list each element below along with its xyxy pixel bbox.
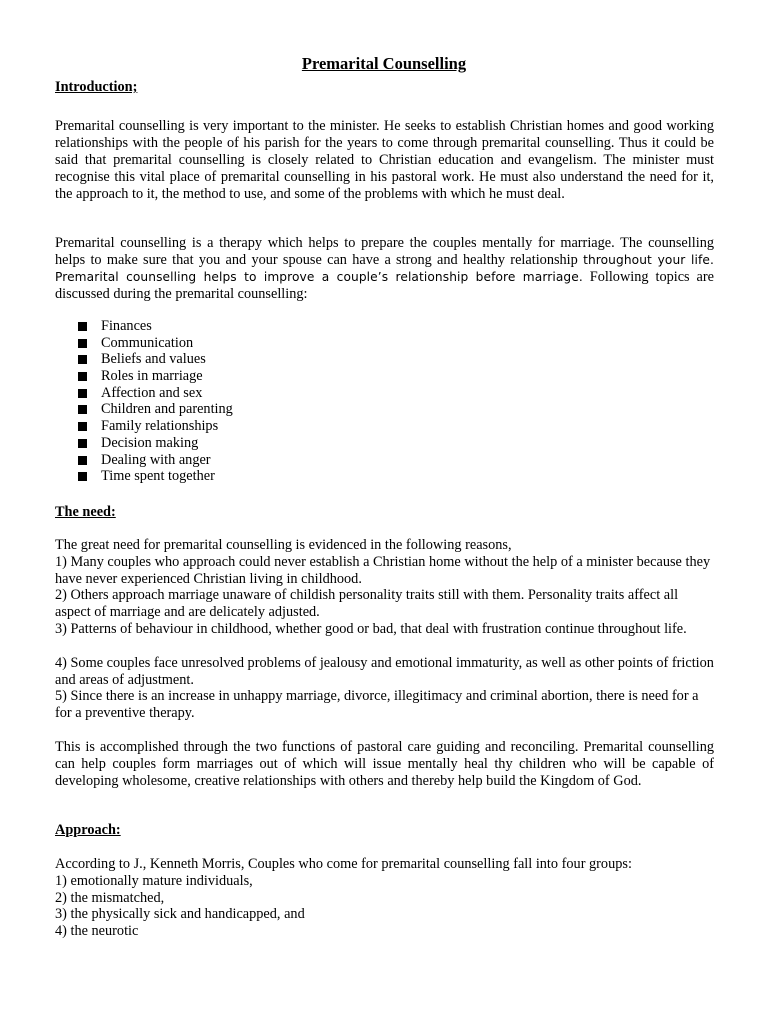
topic-label: Finances	[101, 318, 152, 334]
list-item	[77, 318, 233, 335]
square-bullet-icon	[78, 422, 87, 431]
accomplished-paragraph: This is accomplished through the two functions of pastoral care guiding and reconciling. Premarital counselling can help couples form marriages out of which will issue mentally heal thy children who will be capable of developing wholesome, creative relationships with others and thereby help build the Kingdom of God.	[55, 739, 714, 789]
list-item	[77, 351, 233, 368]
group-2: 2) the mismatched,	[55, 890, 165, 906]
topic-label: Time spent together	[101, 468, 215, 485]
list-item	[77, 418, 233, 435]
list-item	[77, 468, 233, 485]
need-reason-3: 3) Patterns of behaviour in childhood, whether good or bad, that deal with frustration continue throughout life.	[55, 621, 687, 637]
list-item	[77, 335, 233, 352]
page-title: Premarital Counselling	[301, 54, 467, 73]
need-heading: The need:	[55, 504, 116, 520]
need-reason-4: 4) Some couples face unresolved problems of jealousy and emotional immaturity, as well as other points of friction and areas of adjustment.	[55, 655, 714, 688]
square-bullet-icon	[78, 389, 87, 398]
topic-label: Communication	[101, 334, 194, 351]
topic-label: Decision making	[101, 434, 199, 451]
square-bullet-icon	[78, 456, 87, 465]
topic-label: Children and parenting	[101, 401, 233, 418]
group-3: 3) the physically sick and handicapped, and	[55, 906, 305, 922]
square-bullet-icon	[78, 472, 87, 481]
list-item	[77, 385, 233, 402]
need-reason-1: 1) Many couples who approach could never establish a Christian home without the help of a minister because they have never experienced Christian living in childhood.	[55, 554, 711, 587]
therapy-paragraph-part1: Premarital counselling is a therapy which helps to prepare the couples mentally for marriage. The counselling helps to make sure that you and your spouse can have a strong and healthy relationship	[55, 235, 714, 268]
square-bullet-icon	[78, 355, 87, 364]
topic-label: Beliefs and values	[101, 351, 206, 368]
introduction-paragraph: Premarital counselling is very important to the minister. He seeks to establish Christian homes and good working relationships with the people of his parish for the years to come through premarital counselling. Thus it could be said that premarital counselling is closely related to Christian education and evangelism. The minister must recognise this vital place of premarital counselling in his pastoral work. He must also understand the need for it, the approach to it, the method to use, and some of the problems with which he must deal.	[55, 118, 714, 202]
approach-intro: According to J., Kenneth Morris, Couples who come for premarital counselling fall into four groups:	[55, 856, 632, 872]
square-bullet-icon	[78, 339, 87, 348]
therapy-paragraph-part2: throughout your life. Premarital counselling helps to improve a couple’s relationship before marriage.	[55, 253, 714, 284]
approach-heading: Approach:	[55, 822, 121, 838]
therapy-paragraph	[55, 235, 714, 303]
topic-label: Affection and sex	[101, 384, 203, 401]
topics-list	[77, 318, 233, 485]
list-item	[77, 368, 233, 385]
need-intro: The great need for premarital counselling is evidenced in the following reasons,	[55, 537, 512, 553]
introduction-heading: Introduction;	[55, 79, 138, 95]
square-bullet-icon	[78, 439, 87, 448]
list-item	[77, 435, 233, 452]
need-reason-5: 5) Since there is an increase in unhappy marriage, divorce, illegitimacy and criminal abortion, there is need for a for a preventive therapy.	[55, 688, 699, 721]
list-item	[77, 401, 233, 418]
topic-label: Roles in marriage	[101, 368, 203, 385]
topic-label: Family relationships	[101, 418, 219, 435]
therapy-paragraph-part3: Following topics are discussed during the premarital counselling:	[55, 269, 715, 302]
square-bullet-icon	[78, 322, 87, 331]
square-bullet-icon	[78, 372, 87, 381]
group-1: 1) emotionally mature individuals,	[55, 873, 253, 889]
group-4: 4) the neurotic	[55, 923, 139, 939]
list-item	[77, 452, 233, 469]
square-bullet-icon	[78, 405, 87, 414]
need-reason-2: 2) Others approach marriage unaware of childish personality traits still with them. Personality traits affect all aspect of marriage and are delicately adjusted.	[55, 587, 679, 620]
topic-label: Dealing with anger	[101, 451, 211, 468]
